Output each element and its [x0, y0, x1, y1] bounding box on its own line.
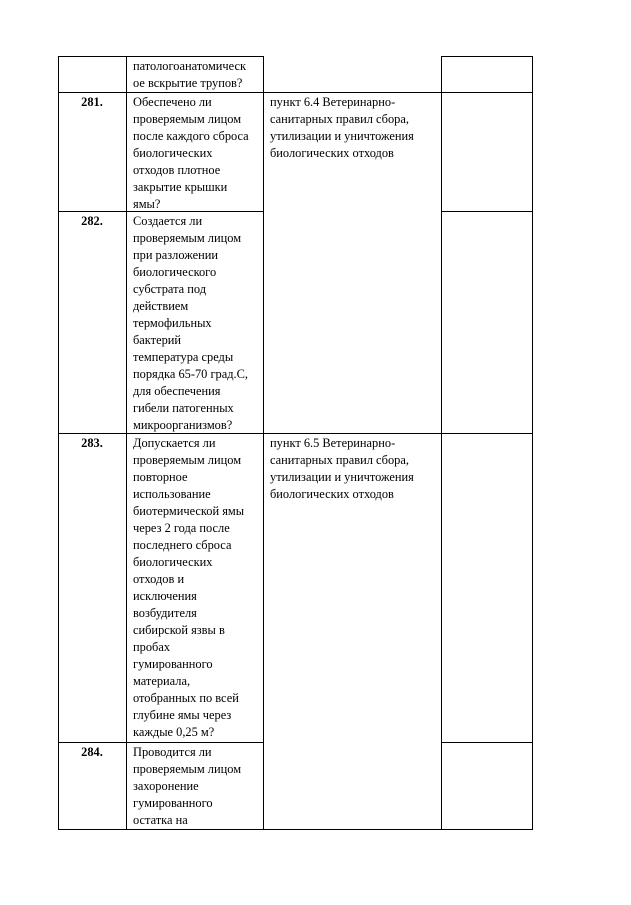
table-row-question: Проводится ли проверяемым лицом захоронение гумированного остатка на: [133, 745, 242, 827]
table-rule: [58, 433, 533, 434]
table-row-reference: пункт 6.4 Ветеринарно- санитарных правил сбора, утилизации и уничтожения биологических отходов: [270, 95, 414, 160]
table-row-number: 281.: [81, 95, 103, 109]
table-rule: [263, 56, 264, 830]
table-row-question: Обеспечено ли проверяемым лицом после каждого сброса биологических отходов плотное закрытие крышки ямы?: [133, 95, 249, 211]
table-row-question: Создается ли проверяемым лицом при разложении биологического субстрата под действием термофильных бактерий температура среды порядка 65-70 град.С, для обеспечения гибели патогенных микроорганизмов?: [133, 214, 249, 432]
table-rule: [58, 56, 263, 57]
table-rule: [58, 92, 533, 93]
table-rule: [441, 56, 533, 57]
table-row-number: 284.: [81, 745, 103, 759]
table-rule: [441, 56, 442, 830]
table-rule: [126, 56, 127, 830]
table-rule: [441, 742, 533, 743]
table-rule: [58, 742, 263, 743]
table-rule: [58, 829, 533, 830]
table-rule: [441, 211, 533, 212]
table-row-number: 283.: [81, 436, 103, 450]
table-row-question: Допускается ли проверяемым лицом повторное использование биотермической ямы через 2 года после последнего сброса биологических отходов и исключения возбудителя сибирской язвы в пробах гумированного материала, отобранных по всей глубине ямы через каждые 0,25 м?: [133, 436, 245, 739]
table-row-number: 282.: [81, 214, 103, 228]
table-row-question: патологоанатомическ ое вскрытие трупов?: [133, 59, 246, 90]
table-row-reference: пункт 6.5 Ветеринарно- санитарных правил сбора, утилизации и уничтожения биологических отходов: [270, 436, 414, 501]
table-rule: [532, 56, 533, 830]
